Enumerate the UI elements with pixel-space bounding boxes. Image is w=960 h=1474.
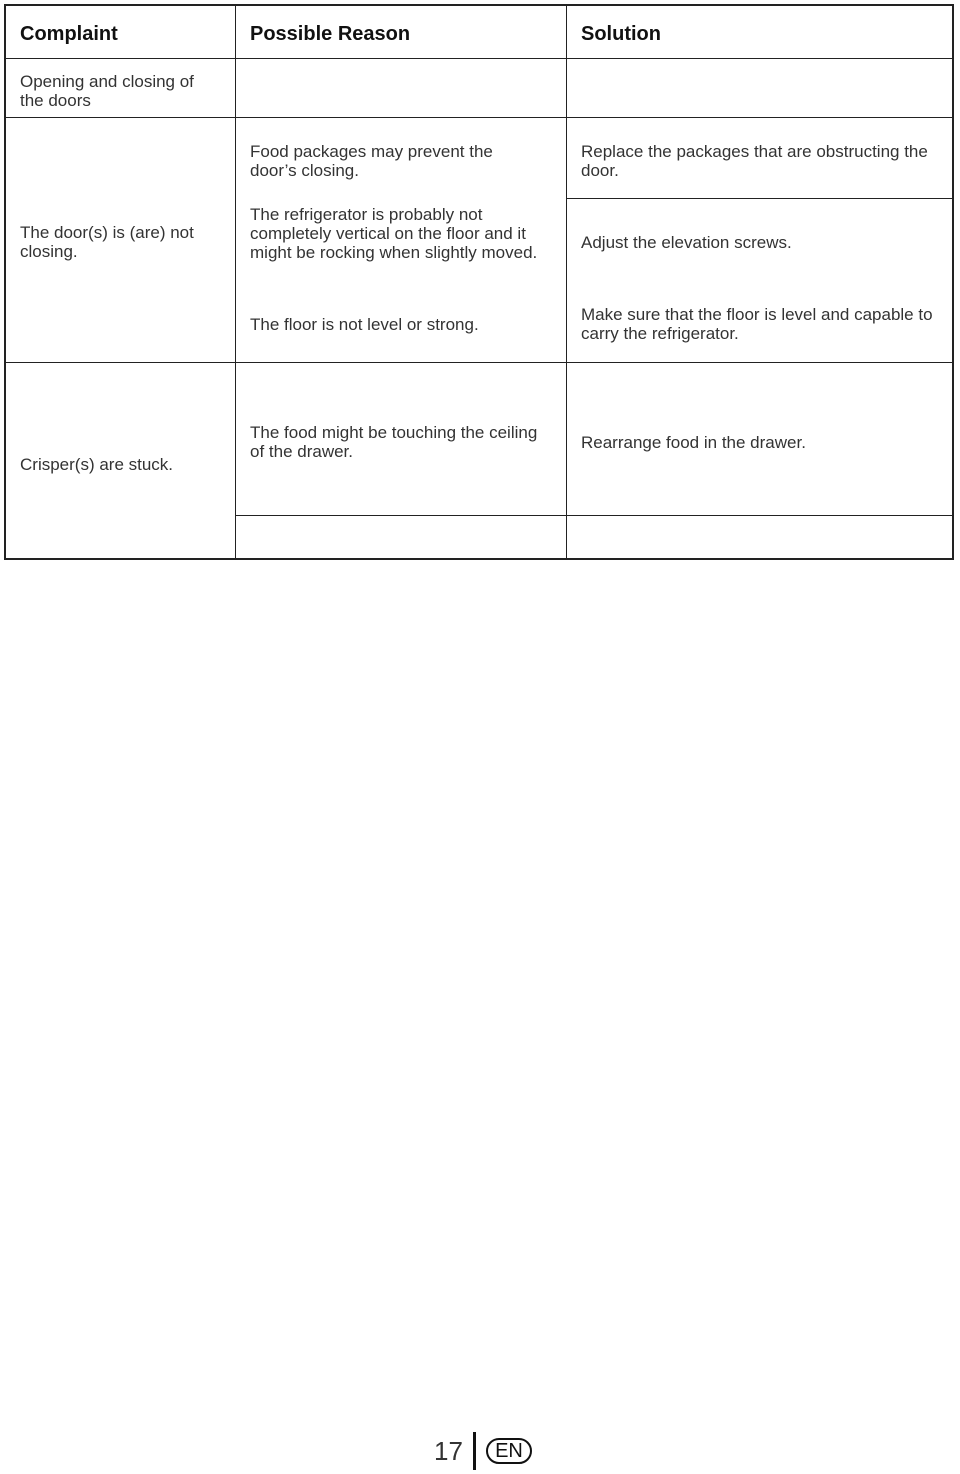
section-label: Opening and closing of the doors bbox=[20, 72, 194, 110]
reason-food-packages: Food packages may prevent the door’s closing. bbox=[250, 142, 493, 180]
page-footer bbox=[420, 1432, 560, 1470]
reason-not-vertical: The refrigerator is probably not completely vertical on the floor and it might be rocking when slightly moved. bbox=[250, 205, 538, 262]
complaint-crisper-stuck: Crisper(s) are stuck. bbox=[20, 455, 174, 474]
solution-floor-level: Make sure that the floor is level and capable to carry the refrigerator. bbox=[581, 305, 933, 343]
solution-replace-packages: Replace the packages that are obstructing the door. bbox=[581, 142, 928, 180]
footer-divider bbox=[473, 1432, 476, 1470]
complaint-door-not-closing: The door(s) is (are) not closing. bbox=[20, 223, 194, 261]
language-badge: EN bbox=[486, 1438, 532, 1464]
troubleshooting-table bbox=[4, 4, 954, 560]
page-number: 17 bbox=[434, 1436, 463, 1466]
reason-floor-not-level: The floor is not level or strong. bbox=[250, 315, 479, 334]
row-divider bbox=[235, 515, 952, 516]
reason-food-touching: The food might be touching the ceiling of the drawer. bbox=[250, 423, 538, 461]
solution-adjust-screws: Adjust the elevation screws. bbox=[581, 233, 792, 252]
row-divider bbox=[6, 117, 952, 118]
row-divider bbox=[6, 362, 952, 363]
header-possible-reason: Possible Reason bbox=[250, 23, 411, 45]
column-divider bbox=[235, 6, 236, 558]
row-divider bbox=[566, 198, 952, 199]
solution-rearrange-food: Rearrange food in the drawer. bbox=[581, 433, 806, 452]
header-solution: Solution bbox=[581, 23, 661, 45]
row-divider bbox=[6, 58, 952, 59]
header-complaint: Complaint bbox=[20, 23, 118, 45]
column-divider bbox=[566, 6, 567, 558]
